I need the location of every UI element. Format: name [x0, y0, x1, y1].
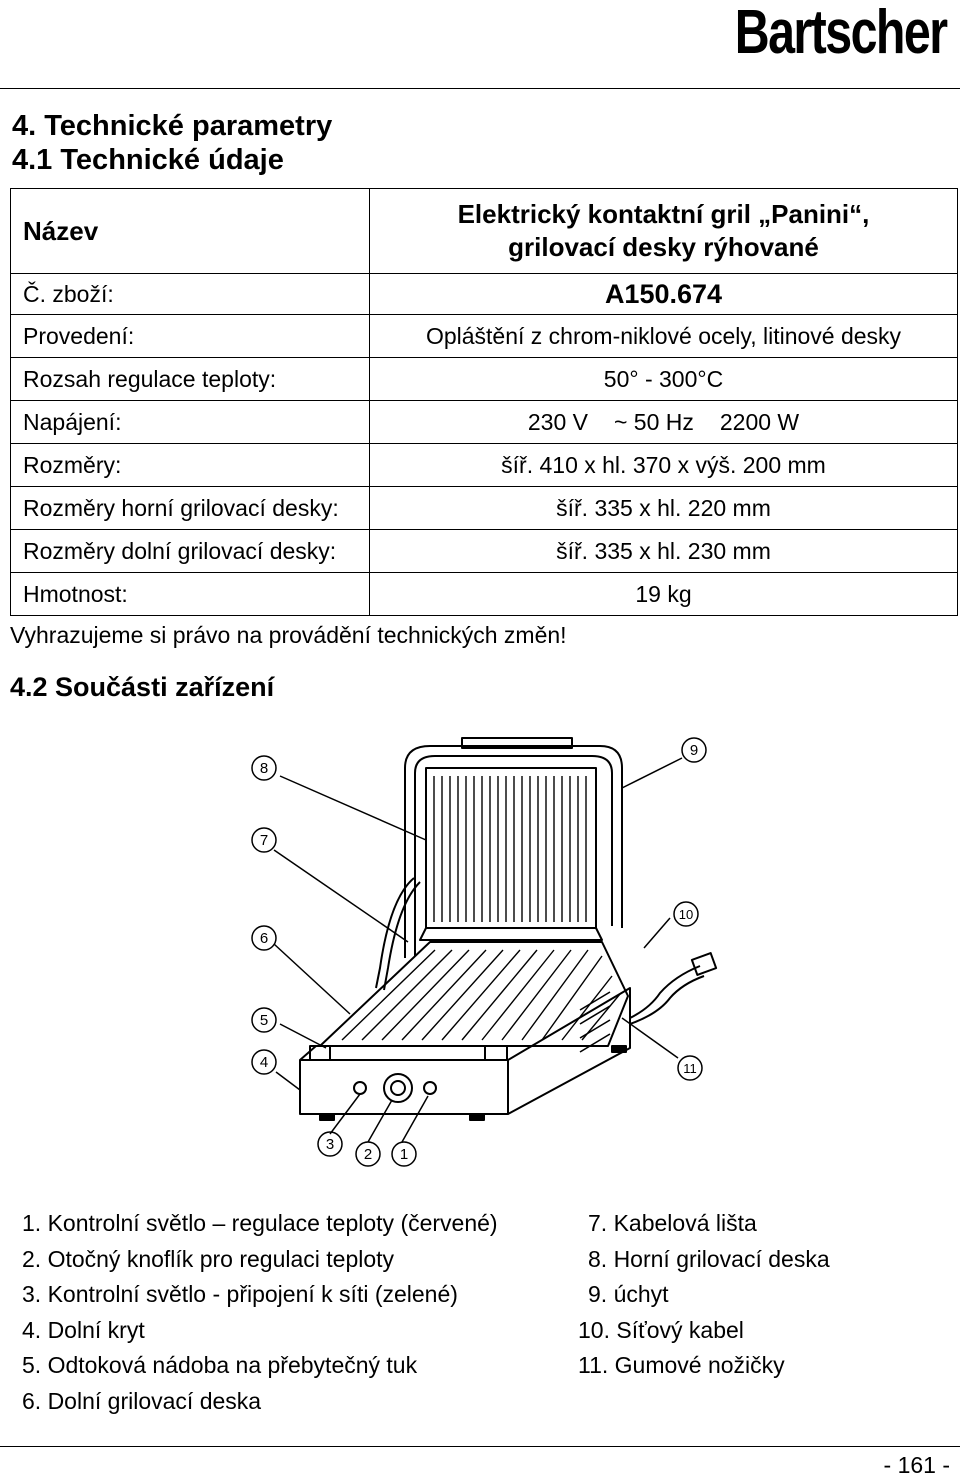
footer-rule [0, 1446, 960, 1447]
callout-1: 1 [399, 1146, 409, 1163]
spec-value: šíř. 410 x hl. 370 x výš. 200 mm [370, 444, 958, 487]
callout-3: 3 [325, 1136, 335, 1153]
rubber-foot [470, 1114, 484, 1120]
spec-row-name [11, 189, 958, 274]
rubber-foot [612, 1046, 626, 1052]
spec-label: Napájení: [11, 401, 370, 444]
spec-label: Rozměry horní grilovací desky: [11, 487, 370, 530]
spec-row [11, 315, 958, 358]
name-value [370, 189, 958, 274]
legend-item: 2. Otočný knoflík pro regulaci teploty [22, 1245, 395, 1272]
name-line-2: grilovací desky rýhované [508, 232, 819, 262]
spec-table [10, 188, 958, 616]
spec-label: Rozsah regulace teploty: [11, 358, 370, 401]
callout-10: 10 [678, 907, 694, 922]
grill-diagram [230, 728, 730, 1178]
spec-row [11, 487, 958, 530]
spec-label: Hmotnost: [11, 573, 370, 616]
spec-value: Opláštění z chrom-niklové ocely, litinové desky [370, 315, 958, 358]
spec-row [11, 401, 958, 444]
power: 2200 W [719, 408, 800, 435]
legend-left [22, 1206, 498, 1419]
callout-7: 7 [259, 832, 269, 849]
disclaimer-note: Vyhrazujeme si právo na provádění technických změn! [10, 622, 567, 648]
callout-4: 4 [259, 1054, 269, 1071]
legend-item: 9. úchyt [588, 1281, 669, 1307]
article-label: Č. zboží: [11, 274, 370, 315]
legend-item: 11. Gumové nožičky [578, 1352, 785, 1378]
article-value: A150.674 [370, 274, 958, 315]
legend-item: 4. Dolní kryt [22, 1316, 145, 1343]
brand-logo-text: Bartscher [734, 0, 946, 67]
control-light-green [354, 1082, 366, 1094]
plug [692, 953, 716, 975]
callout-2: 2 [363, 1146, 373, 1163]
rubber-foot [320, 1114, 334, 1120]
brand-logo [734, 0, 946, 67]
callout-9: 9 [689, 742, 699, 759]
legend-item: 8. Horní grilovací deska [588, 1245, 830, 1272]
section-heading: 4. Technické parametry [12, 110, 333, 142]
name-line-1: Elektrický kontaktní gril „Panini“, [457, 199, 870, 229]
power-cable [630, 966, 700, 1018]
legend-item: 6. Dolní grilovací deska [22, 1387, 262, 1414]
spec-row [11, 530, 958, 573]
callout-11: 11 [683, 1061, 697, 1076]
callout-5: 5 [259, 1012, 269, 1029]
spec-label: Rozměry dolní grilovací desky: [11, 530, 370, 573]
voltage: 230 V [527, 408, 588, 435]
spec-row [11, 358, 958, 401]
subsection-heading: 4.1 Technické údaje [12, 144, 284, 176]
spec-value: 19 kg [370, 573, 958, 616]
legend-item: 7. Kabelová lišta [588, 1210, 757, 1236]
control-light-red [424, 1082, 436, 1094]
spec-row [11, 444, 958, 487]
legend-item: 10. Síťový kabel [578, 1316, 744, 1343]
spec-value-power [370, 401, 958, 444]
spec-value: 50° - 300°C [370, 358, 958, 401]
callout-8: 8 [259, 760, 269, 777]
spec-row-article [11, 274, 958, 315]
name-label: Název [11, 189, 370, 274]
spec-label: Provedení: [11, 315, 370, 358]
spec-value: šíř. 335 x hl. 220 mm [370, 487, 958, 530]
legend-item: 1. Kontrolní světlo – regulace teploty (červené) [22, 1210, 498, 1236]
spec-label: Rozměry: [11, 444, 370, 487]
spec-value: šíř. 335 x hl. 230 mm [370, 530, 958, 573]
header-rule [0, 88, 960, 89]
frequency: ~ 50 Hz [613, 408, 694, 435]
components-heading: 4.2 Součásti zařízení [10, 672, 275, 702]
spec-row [11, 573, 958, 616]
callout-6: 6 [259, 930, 269, 947]
temperature-knob [384, 1074, 412, 1102]
page-number: - 161 - [883, 1452, 950, 1478]
hinge [420, 928, 602, 940]
legend-item: 3. Kontrolní světlo - připojení k síti (zelené) [22, 1281, 458, 1307]
legend-item: 5. Odtoková nádoba na přebytečný tuk [22, 1352, 418, 1378]
legend-right [578, 1206, 830, 1384]
